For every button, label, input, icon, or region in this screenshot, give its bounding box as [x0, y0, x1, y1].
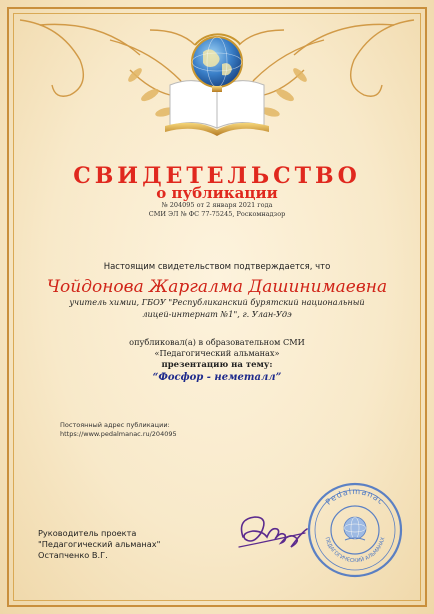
presentation-label: презентацию на тему: — [161, 360, 273, 370]
signatory-line2: "Педагогический альманах" — [38, 539, 161, 549]
recipient-name: Чойдонова Жаргалма Дашинимаевна — [46, 277, 388, 297]
seal-outer-text: Pedalmanac — [323, 486, 387, 507]
recipient-role-line1: учитель химии, ГБОУ "Республиканский бурятский национальный — [69, 297, 365, 307]
signatory-name: Остапченко В.Г. — [38, 550, 108, 560]
seal-globe-icon — [344, 517, 366, 540]
address-label: Постоянный адрес публикации: — [60, 421, 170, 429]
media-registration: СМИ ЭЛ № ФС 77-75245, Роскомнадзор — [148, 210, 286, 218]
confirmation-text: Настоящим свидетельством подтверждается, что — [103, 262, 331, 272]
signature-image — [233, 507, 313, 557]
registration-number: № 204095 от 2 января 2021 года — [161, 201, 273, 209]
recipient-role-line2: лицей-интернат №1", г. Улан-Удэ — [142, 309, 292, 319]
top-ornament — [0, 0, 434, 160]
published-line2: «Педагогический альманах» — [154, 348, 280, 358]
publication-topic: “Фосфор - неметалл” — [152, 372, 282, 383]
published-line1: опубликовал(а) в образовательном СМИ — [129, 337, 305, 347]
official-seal — [305, 480, 405, 580]
address-link[interactable]: https://www.pedalmanac.ru/204095 — [60, 430, 177, 438]
seal-inner-text: ПЕДАГОГИЧЕСКИЙ АЛЬМАНАХ — [323, 536, 387, 565]
certificate-title: СВИДЕТЕЛЬСТВО — [73, 163, 361, 189]
signatory-line1: Руководитель проекта — [38, 528, 137, 538]
certificate-subtitle: о публикации — [156, 184, 278, 202]
